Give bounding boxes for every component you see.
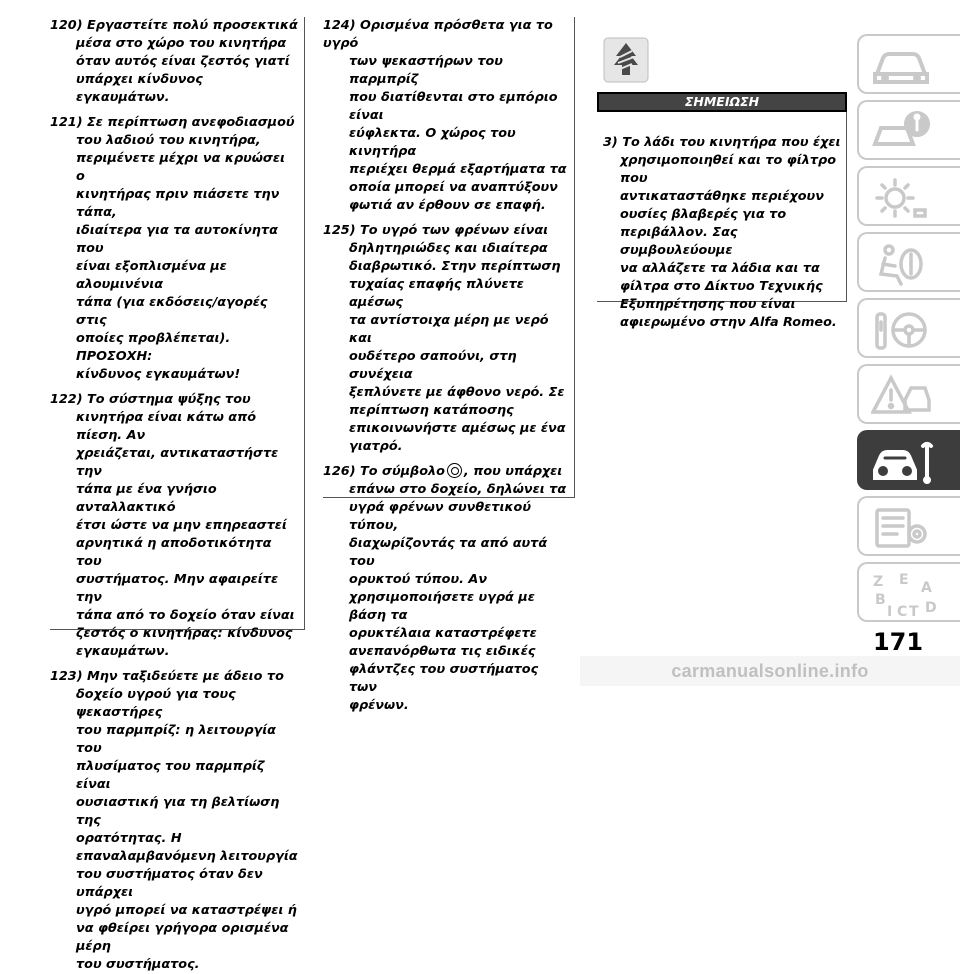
item-text: Ορισμένα πρόσθετα για το υγρό	[323, 18, 553, 51]
item-line: διαχωρίζοντάς τα από αυτά του	[349, 536, 548, 569]
tab-technical-data[interactable]	[857, 496, 960, 556]
item-text: Μην ταξιδεύετε με άδειο το	[87, 669, 284, 684]
item-line: φλάντζες του συστήματος των	[349, 662, 539, 695]
note-line: περιβάλλον. Σας συμβουλεύουμε	[620, 225, 738, 258]
tab-starting-driving[interactable]	[857, 298, 960, 358]
car-info-icon	[871, 110, 931, 154]
item-line: οποίες προβλέπεται). ΠΡΟΣΟΧΗ:	[76, 331, 231, 364]
item-line: ξεπλύνετε με άφθονο νερό. Σε	[349, 385, 565, 400]
item-line: είναι εξοπλισμένα με αλουμινένια	[76, 259, 227, 292]
item-line: τάπα (για εκδόσεις/αγορές στις	[76, 295, 268, 328]
item-line: περίπτωση κατάποσης	[349, 403, 514, 418]
brake-fluid-symbol-icon	[447, 463, 462, 478]
item-line: τυχαίας επαφής πλύνετε αμέσως	[349, 277, 524, 310]
item-number: 126)	[323, 464, 356, 479]
svg-text:E: E	[899, 572, 909, 588]
tab-info[interactable]	[857, 100, 960, 160]
note-line: αντικαταστάθηκε περιέχουν	[620, 189, 824, 204]
item-line: μέσα στο χώρο του κινητήρα	[76, 36, 287, 51]
car-dashboard-icon	[871, 44, 931, 88]
item-line: υπάρχει κίνδυνος εγκαυμάτων.	[76, 72, 203, 105]
note-line: φίλτρα στο Δίκτυο Τεχνικής	[620, 279, 823, 294]
item-number: 123)	[50, 669, 83, 684]
item-line: δηλητηριώδες και ιδιαίτερα	[349, 241, 548, 256]
warning-lights-icon	[871, 176, 931, 220]
steering-wheel-key-icon	[871, 308, 931, 352]
svg-text:T: T	[909, 604, 919, 620]
item-line: κινητήρα είναι κάτω από πίεση. Αν	[76, 410, 256, 443]
item-line: φρένων.	[349, 698, 409, 713]
svg-text:B: B	[875, 592, 886, 608]
environment-tree-icon	[603, 37, 649, 83]
item-number: 120)	[50, 18, 83, 33]
item-line: εύφλεκτα. Ο χώρος του κινητήρα	[349, 126, 516, 159]
item-line: όταν αυτός είναι ζεστός γιατί	[76, 54, 290, 69]
warning-item-121	[50, 114, 298, 384]
warnings-column-2	[323, 17, 575, 713]
tab-warning-lights[interactable]	[857, 166, 960, 226]
watermark: carmanualsonline.info	[580, 656, 960, 686]
item-line: ιδιαίτερα για τα αυτοκίνητα που	[76, 223, 278, 256]
item-line: γιατρό.	[349, 439, 403, 454]
item-line: ζεστός ο κινητήρας: κίνδυνος	[76, 626, 293, 641]
note-line: χρησιμοποιηθεί και το φίλτρο που	[620, 153, 837, 186]
item-line: κινητήρας πριν πιάσετε την τάπα,	[76, 187, 280, 220]
item-line: του συστήματος όταν δεν υπάρχει	[76, 867, 263, 900]
warnings-column-1	[50, 17, 305, 972]
item-line: εγκαυμάτων.	[76, 644, 170, 659]
item-line: τάπα από το δοχείο όταν είναι	[76, 608, 295, 623]
item-text: Το σύμβολο	[360, 464, 445, 479]
note-number: 3)	[603, 135, 618, 150]
item-line: να φθείρει γρήγορα ορισμένα μέρη	[76, 921, 289, 954]
item-line: έτσι ώστε να μην επηρεαστεί	[76, 518, 287, 533]
item-text: Το υγρό των φρένων είναι	[360, 223, 549, 238]
note-body	[597, 112, 847, 330]
item-number: 125)	[323, 223, 356, 238]
item-line: επαναλαμβανόμενη λειτουργία	[76, 849, 298, 864]
svg-text:I: I	[887, 604, 893, 620]
item-line: των ψεκαστήρων του παρμπρίζ	[349, 54, 503, 87]
item-line: περιμένετε μέχρι να κρυώσει ο	[76, 151, 285, 184]
index-letters-icon	[871, 572, 941, 620]
emergency-warning-icon	[871, 374, 931, 418]
item-line: ορυκτού τύπου. Αν	[349, 572, 488, 587]
tab-safety[interactable]	[857, 232, 960, 292]
technical-data-icon	[871, 506, 931, 550]
note-header: ΣΗΜΕΙΩΣΗ	[597, 92, 847, 112]
item-line: κίνδυνος εγκαυμάτων!	[76, 367, 241, 382]
item-line: υγρά φρένων συνθετικού τύπου,	[349, 500, 531, 533]
note-line: ουσίες βλαβερές για το	[620, 207, 787, 222]
item-line: ουδέτερο σαπούνι, στη συνέχεια	[349, 349, 517, 382]
item-text: , που υπάρχει	[463, 464, 563, 479]
item-text: Το σύστημα ψύξης του	[87, 392, 251, 407]
item-line: δοχείο υγρού για τους ψεκαστήρες	[76, 687, 236, 720]
item-number: 122)	[50, 392, 83, 407]
item-line: οποία μπορεί να αναπτύξουν	[349, 180, 558, 195]
item-line: τα αντίστοιχα μέρη με νερό και	[349, 313, 549, 346]
tab-dashboard[interactable]	[857, 34, 960, 94]
item-line: ορατότητας. Η	[76, 831, 182, 846]
item-line: υγρό μπορεί να καταστρέψει ή	[76, 903, 297, 918]
car-maintenance-wrench-icon	[871, 440, 937, 484]
item-line: φωτιά αν έρθουν σε επαφή.	[349, 198, 546, 213]
item-text: Εργαστείτε πολύ προσεκτικά	[87, 18, 298, 33]
svg-text:D: D	[925, 600, 937, 616]
item-line: επάνω στο δοχείο, δηλώνει τα	[349, 482, 567, 497]
item-line: τάπα με ένα γνήσιο ανταλλακτικό	[76, 482, 217, 515]
note-text: Το λάδι του κινητήρα που έχει	[622, 135, 841, 150]
item-line: χρησιμοποιήσετε υγρά με βάση τα	[349, 590, 535, 623]
item-line: πλυσίματος του παρμπρίζ είναι	[76, 759, 265, 792]
page-number: 171	[872, 628, 924, 656]
warning-item-124	[323, 17, 568, 215]
tab-index[interactable]	[857, 562, 960, 622]
warning-item-125	[323, 222, 568, 456]
item-line: ουσιαστική για τη βελτίωση της	[76, 795, 280, 828]
item-line: του συστήματος.	[76, 957, 200, 972]
warning-item-120	[50, 17, 298, 107]
svg-text:A: A	[921, 580, 932, 596]
item-line: επικοινωνήστε αμέσως με ένα	[349, 421, 566, 436]
item-line: ανεπανόρθωτα τις ειδικές	[349, 644, 536, 659]
item-number: 124)	[323, 18, 356, 33]
item-line: του παρμπρίζ: η λειτουργία του	[76, 723, 276, 756]
tab-maintenance[interactable]	[857, 430, 960, 490]
item-number: 121)	[50, 115, 83, 130]
item-line: περιέχει θερμά εξαρτήματα τα	[349, 162, 567, 177]
item-line: χρειάζεται, αντικαταστήστε την	[76, 446, 279, 479]
item-line: του λαδιού του κινητήρα,	[76, 133, 261, 148]
svg-text:C: C	[897, 604, 908, 620]
tab-emergency[interactable]	[857, 364, 960, 424]
note-line: αφιερωμένο στην Alfa Romeo.	[620, 315, 837, 330]
svg-text:Z: Z	[873, 574, 884, 590]
warning-item-122	[50, 391, 298, 661]
note-line: να αλλάζετε τα λάδια και τα	[620, 261, 820, 276]
airbag-safety-icon	[871, 242, 931, 286]
item-line: που διατίθενται στο εμπόριο είναι	[349, 90, 558, 123]
item-text: Σε περίπτωση ανεφοδιασμού	[87, 115, 295, 130]
item-line: ορυκτέλαια καταστρέφετε	[349, 626, 537, 641]
note-line: Εξυπηρέτησης που είναι	[620, 297, 796, 312]
warning-item-126	[323, 463, 568, 715]
item-line: συστήματος. Μην αφαιρείτε την	[76, 572, 279, 605]
warning-item-123	[50, 668, 298, 974]
item-line: διαβρωτικό. Στην περίπτωση	[349, 259, 561, 274]
item-line: αρνητικά η αποδοτικότητα του	[76, 536, 272, 569]
